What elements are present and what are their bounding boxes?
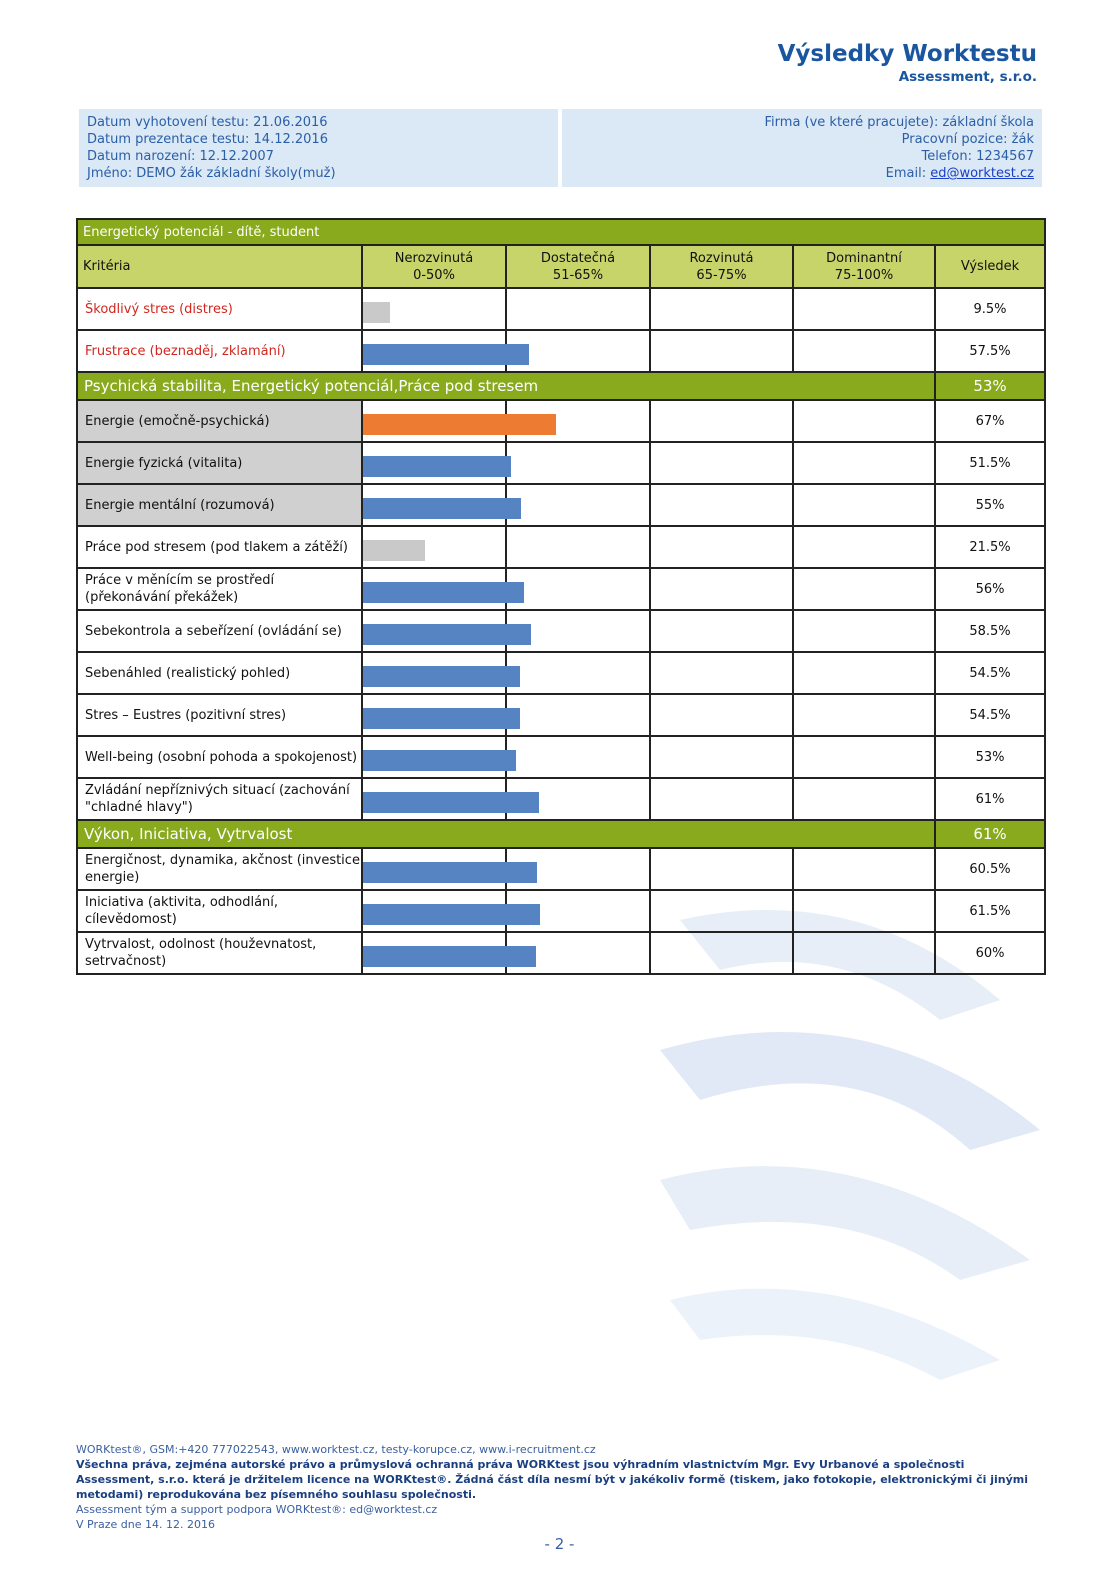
category-value: 53% bbox=[935, 372, 1045, 400]
level-cell bbox=[650, 890, 793, 932]
category-value: 61% bbox=[935, 820, 1045, 848]
level-cell bbox=[793, 400, 935, 442]
footer-support: Assessment tým a support podpora WORKtest®: ed@worktest.cz bbox=[76, 1503, 438, 1516]
level-name: Dostatečná bbox=[540, 250, 616, 266]
criterion-bar-cell bbox=[362, 890, 506, 932]
level-name: Dominantní bbox=[826, 250, 902, 266]
criterion-label: Energie mentální (rozumová) bbox=[77, 484, 362, 526]
criterion-result: 57.5% bbox=[935, 330, 1045, 372]
result-header: Výsledek bbox=[935, 245, 1045, 288]
criterion-bar-cell bbox=[362, 736, 506, 778]
results-table bbox=[76, 218, 1046, 975]
level-cell bbox=[793, 442, 935, 484]
criterion-result: 58.5% bbox=[935, 610, 1045, 652]
criterion-bar-cell bbox=[362, 288, 506, 330]
level-cell bbox=[793, 610, 935, 652]
table-title-row bbox=[77, 219, 1045, 245]
level-cell bbox=[506, 568, 650, 610]
level-cell bbox=[506, 484, 650, 526]
criterion-bar-cell bbox=[362, 778, 506, 820]
level-cell bbox=[650, 932, 793, 974]
level-cell bbox=[793, 736, 935, 778]
criterion-label: Sebekontrola a sebeřízení (ovládání se) bbox=[77, 610, 362, 652]
level-range: 75-100% bbox=[834, 267, 894, 283]
level-header-3 bbox=[650, 245, 793, 288]
level-cell bbox=[793, 568, 935, 610]
criterion-bar-cell bbox=[362, 652, 506, 694]
criterion-result: 56% bbox=[935, 568, 1045, 610]
level-cell bbox=[650, 288, 793, 330]
criterion-label: Energie fyzická (vitalita) bbox=[77, 442, 362, 484]
criterion-bar bbox=[363, 456, 511, 477]
level-cell bbox=[793, 652, 935, 694]
criterion-bar-cell bbox=[362, 400, 506, 442]
level-cell bbox=[506, 694, 650, 736]
email-link[interactable]: ed@worktest.cz bbox=[930, 166, 1034, 181]
level-cell bbox=[650, 484, 793, 526]
level-cell bbox=[793, 848, 935, 890]
criterion-result: 21.5% bbox=[935, 526, 1045, 568]
criterion-bar bbox=[363, 498, 521, 519]
criterion-bar bbox=[363, 540, 425, 561]
level-cell bbox=[650, 848, 793, 890]
criterion-row bbox=[77, 694, 1045, 736]
criterion-label: Práce pod stresem (pod tlakem a zátěží) bbox=[77, 526, 362, 568]
level-cell bbox=[650, 442, 793, 484]
criterion-bar-cell bbox=[362, 526, 506, 568]
test-date: Datum vyhotovení testu: 21.06.2016 bbox=[87, 115, 328, 130]
criterion-bar bbox=[363, 666, 520, 687]
level-cell bbox=[793, 694, 935, 736]
criterion-bar bbox=[363, 792, 539, 813]
criterion-bar bbox=[363, 624, 531, 645]
criterion-row bbox=[77, 652, 1045, 694]
criterion-row bbox=[77, 484, 1045, 526]
level-range: 51-65% bbox=[552, 267, 604, 283]
criterion-result: 60% bbox=[935, 932, 1045, 974]
criterion-label: Práce v měnícím se prostředí (překonávání překážek) bbox=[77, 568, 362, 610]
level-cell bbox=[650, 400, 793, 442]
criterion-bar bbox=[363, 344, 529, 365]
criterion-row bbox=[77, 736, 1045, 778]
criterion-label: Stres – Eustres (pozitivní stres) bbox=[77, 694, 362, 736]
level-name: Rozvinutá bbox=[689, 250, 754, 266]
criterion-bar-cell bbox=[362, 694, 506, 736]
criterion-result: 54.5% bbox=[935, 652, 1045, 694]
criterion-row bbox=[77, 568, 1045, 610]
criterion-result: 53% bbox=[935, 736, 1045, 778]
firm-field: Firma (ve které pracujete): základní škola bbox=[764, 115, 1034, 130]
level-cell bbox=[650, 526, 793, 568]
criterion-result: 55% bbox=[935, 484, 1045, 526]
category-label: Výkon, Iniciativa, Vytrvalost bbox=[77, 820, 935, 848]
birth-date: Datum narození: 12.12.2007 bbox=[87, 149, 274, 164]
level-cell bbox=[793, 288, 935, 330]
criterion-row bbox=[77, 890, 1045, 932]
category-label: Psychická stabilita, Energetický potenciál,Práce pod stresem bbox=[77, 372, 935, 400]
level-cell bbox=[793, 330, 935, 372]
company-name: Assessment, s.r.o. bbox=[898, 69, 1037, 85]
level-cell bbox=[506, 442, 650, 484]
criterion-result: 9.5% bbox=[935, 288, 1045, 330]
level-cell bbox=[650, 694, 793, 736]
level-cell bbox=[793, 932, 935, 974]
level-cell bbox=[650, 652, 793, 694]
email-field bbox=[570, 165, 1034, 182]
footer-legal: Všechna práva, zejména autorské právo a průmyslová ochranná práva WORKtest jsou výhradním vlastnictvím Mgr. Evy Urbanové a společnosti Assessment, s.r.o. která je držitelem licence na WORKtest®. Žádná část díla nesmí být v jakékoliv formě (tiskem, jako fotokopie, elektronickými či jinými metodami) reprodukována bez písemného souhlasu společnosti. bbox=[76, 1458, 1029, 1501]
table-title: Energetický potenciál - dítě, student bbox=[77, 219, 1045, 245]
criterion-bar-cell bbox=[362, 568, 506, 610]
criterion-bar bbox=[363, 302, 390, 323]
criterion-bar-cell bbox=[362, 484, 506, 526]
level-name: Nerozvinutá bbox=[394, 250, 474, 266]
criterion-result: 54.5% bbox=[935, 694, 1045, 736]
criterion-label: Frustrace (beznaděj, zklamání) bbox=[77, 330, 362, 372]
criterion-bar bbox=[363, 414, 556, 435]
criterion-bar-cell bbox=[362, 610, 506, 652]
email-label: Email: bbox=[885, 166, 931, 181]
criterion-bar-cell bbox=[362, 330, 506, 372]
footer-contacts: WORKtest®, GSM:+420 777022543, www.worktest.cz, testy-korupce.cz, www.i-recruitment.cz bbox=[76, 1443, 596, 1456]
criterion-row bbox=[77, 778, 1045, 820]
level-cell bbox=[793, 778, 935, 820]
criterion-bar bbox=[363, 946, 536, 967]
criterion-bar bbox=[363, 862, 537, 883]
criterion-row bbox=[77, 610, 1045, 652]
level-cell bbox=[506, 652, 650, 694]
footer-place-date: V Praze dne 14. 12. 2016 bbox=[76, 1518, 215, 1531]
criterion-bar bbox=[363, 582, 524, 603]
criterion-label: Škodlivý stres (distres) bbox=[77, 288, 362, 330]
presentation-date: Datum prezentace testu: 14.12.2016 bbox=[87, 132, 328, 147]
level-range: 65-75% bbox=[696, 267, 747, 283]
criterion-bar-cell bbox=[362, 442, 506, 484]
criterion-label: Iniciativa (aktivita, odhodlání, cílevědomost) bbox=[77, 890, 362, 932]
report-title: Výsledky Worktestu bbox=[777, 41, 1037, 67]
criterion-row bbox=[77, 288, 1045, 330]
level-cell bbox=[650, 330, 793, 372]
page-number: - 2 - bbox=[544, 1535, 575, 1553]
criterion-label: Sebenáhled (realistický pohled) bbox=[77, 652, 362, 694]
level-cell bbox=[650, 778, 793, 820]
position-field: Pracovní pozice: žák bbox=[901, 132, 1034, 147]
level-cell bbox=[506, 288, 650, 330]
criterion-label: Zvládání nepříznivých situací (zachování "chladné hlavy") bbox=[77, 778, 362, 820]
level-cell bbox=[650, 568, 793, 610]
contact-info-panel bbox=[562, 109, 1042, 187]
criterion-result: 61.5% bbox=[935, 890, 1045, 932]
criterion-bar bbox=[363, 750, 516, 771]
criterion-label: Well-being (osobní pohoda a spokojenost) bbox=[77, 736, 362, 778]
level-cell bbox=[793, 484, 935, 526]
criterion-bar-cell bbox=[362, 848, 506, 890]
phone-field: Telefon: 1234567 bbox=[921, 149, 1034, 164]
criterion-label: Energičnost, dynamika, akčnost (investice energie) bbox=[77, 848, 362, 890]
criterion-row bbox=[77, 932, 1045, 974]
criteria-header: Kritéria bbox=[77, 245, 362, 288]
level-header-1 bbox=[362, 245, 506, 288]
level-cell bbox=[506, 736, 650, 778]
criterion-label: Energie (emočně-psychická) bbox=[77, 400, 362, 442]
footer bbox=[76, 1442, 1046, 1532]
criterion-row bbox=[77, 330, 1045, 372]
level-cell bbox=[650, 610, 793, 652]
criterion-result: 61% bbox=[935, 778, 1045, 820]
table-header-row bbox=[77, 245, 1045, 288]
criterion-row bbox=[77, 400, 1045, 442]
test-info-panel bbox=[79, 109, 558, 187]
level-header-4 bbox=[793, 245, 935, 288]
criterion-bar-cell bbox=[362, 932, 506, 974]
criterion-result: 51.5% bbox=[935, 442, 1045, 484]
criterion-row bbox=[77, 442, 1045, 484]
criterion-row bbox=[77, 848, 1045, 890]
criterion-result: 60.5% bbox=[935, 848, 1045, 890]
candidate-name: Jméno: DEMO žák základní školy(muž) bbox=[87, 166, 336, 181]
category-row bbox=[77, 372, 1045, 400]
category-row bbox=[77, 820, 1045, 848]
level-cell bbox=[650, 736, 793, 778]
criterion-result: 67% bbox=[935, 400, 1045, 442]
level-range: 0-50% bbox=[413, 267, 455, 283]
level-header-2 bbox=[506, 245, 650, 288]
level-cell bbox=[506, 526, 650, 568]
level-cell bbox=[793, 526, 935, 568]
level-cell bbox=[793, 890, 935, 932]
criterion-bar bbox=[363, 904, 540, 925]
criterion-bar bbox=[363, 708, 520, 729]
criterion-label: Vytrvalost, odolnost (houževnatost, setrvačnost) bbox=[77, 932, 362, 974]
criterion-row bbox=[77, 526, 1045, 568]
